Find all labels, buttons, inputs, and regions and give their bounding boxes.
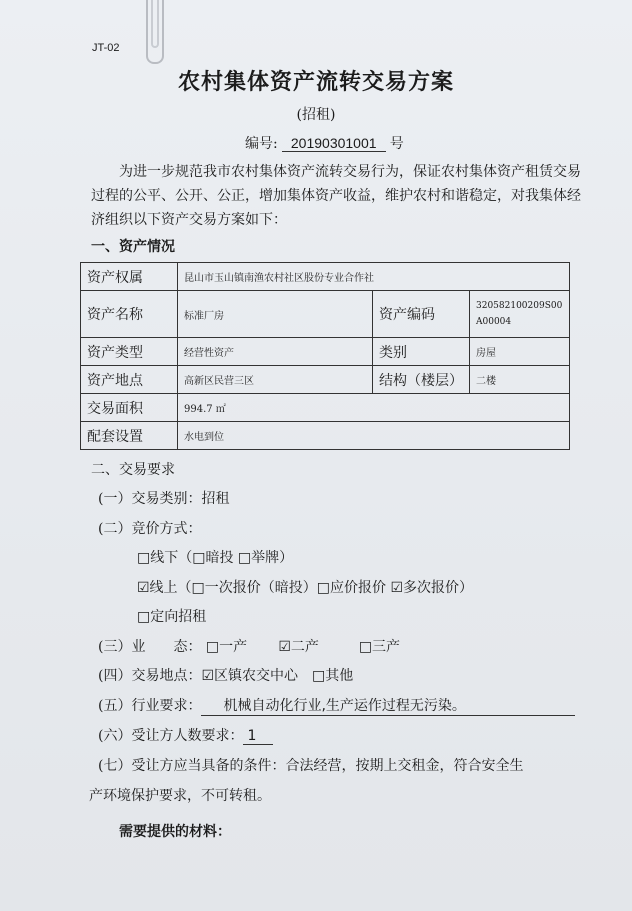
number-label: 编号: xyxy=(245,136,278,152)
table-row xyxy=(81,422,570,450)
req-industry-type-opt3: □三产 xyxy=(358,639,401,655)
category-label: 类别 xyxy=(373,338,470,366)
table-row xyxy=(81,263,570,291)
owner-value: 昆山市玉山镇南渔农村社区股份专业合作社 xyxy=(178,263,570,291)
materials-heading: 需要提供的材料： xyxy=(119,824,231,840)
document-title: 农村集体资产流转交易方案 xyxy=(177,70,454,95)
floor-label: 结构（楼层） xyxy=(373,366,470,394)
document-number-line xyxy=(245,133,404,153)
req-bidding-offline: □线下（□暗投 □举牌） xyxy=(137,550,294,566)
name-value: 标准厂房 xyxy=(178,291,373,338)
document-subtitle: (招租) xyxy=(296,107,336,123)
type-value: 经营性资产 xyxy=(178,338,373,366)
req-industry-type xyxy=(98,636,400,656)
facility-label: 配套设置 xyxy=(81,422,178,450)
location-value: 高新区民营三区 xyxy=(178,366,373,394)
req-category: (一）交易类别：招租 xyxy=(98,491,230,507)
area-value: 994.7 ㎡ xyxy=(178,394,570,422)
number-suffix: 号 xyxy=(389,136,404,152)
paper-clip xyxy=(146,0,164,64)
section-asset-heading: 一、资产情况 xyxy=(91,239,175,255)
req-industry xyxy=(98,695,575,716)
code-value-line2: A00004 xyxy=(476,317,512,327)
code-value xyxy=(470,291,570,338)
form-code: JT-02 xyxy=(92,42,120,54)
req-conditions-line2: 产环境保护要求，不可转租。 xyxy=(89,788,271,804)
code-value-line1: 32058210020​9S00 xyxy=(476,301,563,311)
table-row xyxy=(81,366,570,394)
req-industry-label: (五）行业要求： xyxy=(98,698,202,714)
floor-value: 二楼 xyxy=(470,366,570,394)
number-value: 20190301001 xyxy=(282,135,386,152)
type-label: 资产类型 xyxy=(81,338,178,366)
req-bidding-online: ☑线上（□一次报价（暗投）□应价报价 ☑多次报价） xyxy=(137,580,474,596)
req-industry-value: 机械自动化行业,生产运作过程无污染。 xyxy=(201,695,575,716)
location-label: 资产地点 xyxy=(81,366,178,394)
section-requirements-heading: 二、交易要求 xyxy=(91,462,175,478)
name-label: 资产名称 xyxy=(81,291,178,338)
req-bidding: (二）竞价方式： xyxy=(98,521,202,537)
req-industry-type-opt1: □一产 xyxy=(205,639,248,655)
req-transferee-count xyxy=(98,725,273,745)
asset-table xyxy=(80,262,570,450)
req-bidding-directed: □定向招租 xyxy=(137,609,207,625)
code-label: 资产编码 xyxy=(373,291,470,338)
req-transferee-count-value: 1 xyxy=(243,728,273,745)
req-industry-type-opt2: ☑二产 xyxy=(278,639,319,655)
area-label: 交易面积 xyxy=(81,394,178,422)
req-conditions-line1: (七）受让方应当具备的条件：合法经营，按期上交租金，符合安全生 xyxy=(98,758,524,774)
table-row xyxy=(81,338,570,366)
intro-paragraph: 为进一步规范我市农村集体资产流转交易行为，保证农村集体资产租赁交易过程的公平、公开、公正，增加集体资产收益，维护农村和谐稳定，对我集体经济组织以下资产交易方案如下： xyxy=(91,164,581,228)
req-transferee-count-label: (六）受让方人数要求： xyxy=(98,728,244,744)
owner-label: 资产权属 xyxy=(81,263,178,291)
table-row xyxy=(81,394,570,422)
table-row xyxy=(81,291,570,338)
req-industry-type-label: (三）业 态： xyxy=(98,639,202,655)
facility-value: 水电到位 xyxy=(178,422,570,450)
category-value: 房屋 xyxy=(470,338,570,366)
req-location: (四）交易地点：☑区镇农交中心 □其他 xyxy=(98,668,354,684)
